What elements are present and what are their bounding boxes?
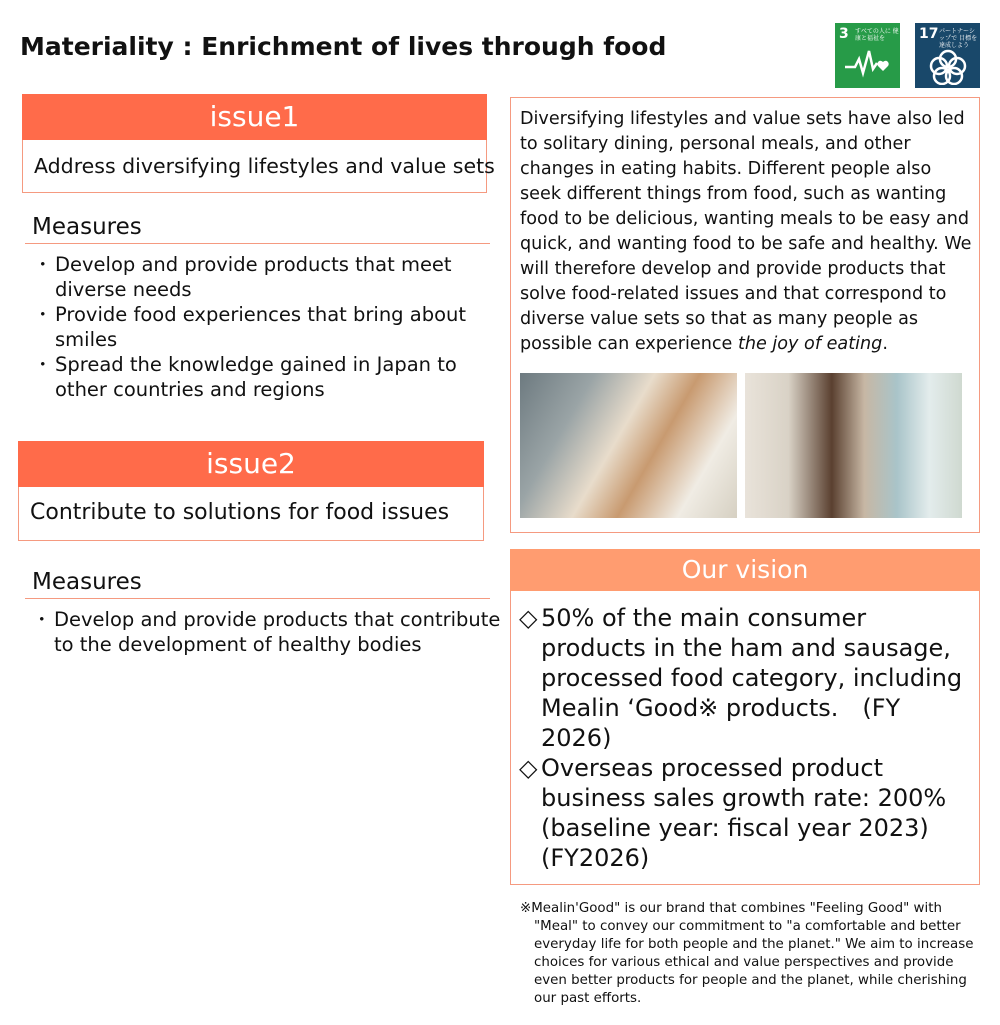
issue2-measures-label: Measures — [25, 569, 490, 599]
diamond-bullet-icon: ◇ — [519, 604, 538, 632]
description-text — [520, 107, 975, 357]
description-box — [510, 97, 980, 533]
vision-header: Our vision — [510, 549, 980, 591]
issue1-measures-label: Measures — [25, 214, 490, 244]
sdg-17-badge — [915, 23, 980, 88]
measure-item: ・ Develop and provide products that meet diverse needs — [33, 252, 483, 302]
shopping-woman-photo — [745, 373, 962, 518]
heartbeat-icon — [845, 49, 891, 79]
sdg-number: 17 — [919, 26, 939, 42]
measure-item: ・ Develop and provide products that contribute to the development of healthy bodies — [32, 607, 502, 657]
issue2-measures-list — [32, 607, 502, 657]
vision-item — [519, 603, 971, 753]
issue1-title: Address diversifying lifestyles and value sets — [22, 140, 487, 193]
diamond-bullet-icon: ◇ — [519, 754, 538, 782]
measure-item: ・ Provide food experiences that bring about smiles — [33, 302, 483, 352]
footnote-text: ※Mealin'Good" is our brand that combines "Feeling Good" with "Meal" to convey our commitment to "a comfortable and better everyday life for both people and the planet." We aim to increase choices for various ethical and value perspectives and provide even better products for people and the planet, while cherishing our past efforts. — [520, 901, 974, 1006]
sdg-3-badge — [835, 23, 900, 88]
family-dining-photo — [520, 373, 737, 518]
partnership-flower-icon — [925, 49, 971, 85]
description-end: . — [882, 334, 888, 354]
vision-item — [519, 753, 971, 873]
vision-box — [510, 591, 980, 885]
issue1-header: issue1 — [22, 94, 487, 140]
vision-item-text: 50% of the main consumer products in the ham and sausage, processed food category, including Mealin ‘Good※ products. (FY 2026) — [541, 604, 963, 752]
issue1-measures-list — [33, 252, 483, 402]
measure-item: ・ Spread the knowledge gained in Japan to other countries and regions — [33, 352, 483, 402]
sdg-text: すべての人に 健康と福祉を — [855, 28, 899, 42]
page-title: Materiality : Enrichment of lives through food — [20, 32, 667, 61]
vision-item-text: Overseas processed product business sales growth rate: 200% (baseline year: fiscal year 2023) (FY2026) — [541, 754, 947, 872]
sdg-text: パートナーシップで 目標を達成しよう — [939, 28, 978, 49]
issue2-title: Contribute to solutions for food issues — [18, 487, 484, 541]
description-body: Diversifying lifestyles and value sets have also led to solitary dining, personal meals, and other changes in eating habits. Different people also seek different things from food, such as wanting food to be delicious, wanting meals to be easy and quick, and wanting food to be safe and healthy. We will therefore develop and provide products that solve food-related issues and that correspond to diverse value sets so that as many people as possible can experience — [520, 109, 972, 354]
sdg-number: 3 — [839, 26, 849, 42]
description-emphasis: the joy of eating — [737, 334, 883, 354]
issue2-header: issue2 — [18, 441, 484, 487]
footnote — [520, 900, 985, 1008]
